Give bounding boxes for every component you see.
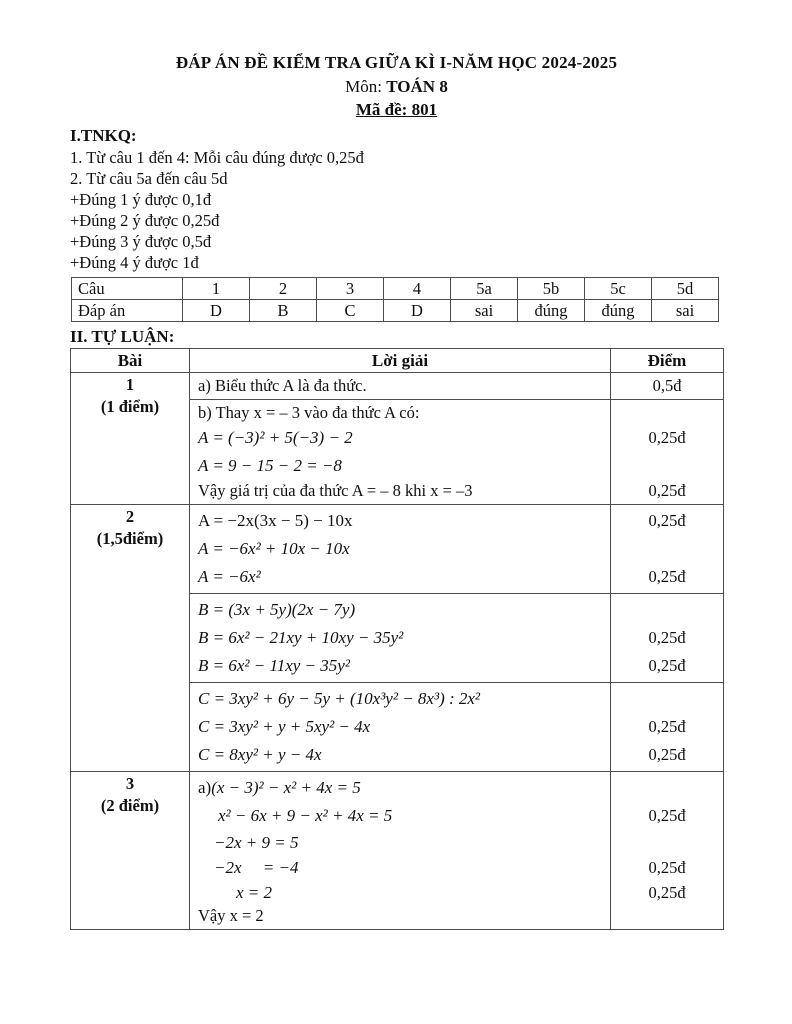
score-spacer [611, 596, 723, 624]
question-number-row [72, 278, 719, 300]
score-value: 0,25đ [648, 567, 686, 586]
equation-line: x = 2 [236, 883, 273, 902]
equation-line: A = (−3)² + 5(−3) − 2 [198, 428, 353, 447]
column-header-loigiai: Lời giải [190, 349, 611, 373]
score-value: 0,25đ [648, 511, 686, 530]
score-cell [611, 505, 724, 594]
table-row [71, 373, 724, 400]
score-value: 0,25đ [648, 806, 686, 825]
problem-number: 1 [125, 375, 135, 394]
answer-row [72, 300, 719, 322]
scoring-note: +Đúng 3 ý được 0,5đ [70, 232, 212, 251]
question-number: 5c [585, 278, 652, 300]
scoring-note: +Đúng 4 ý được 1đ [70, 253, 199, 272]
equation-line: C = 3xy² + y + 5xy² − 4x [198, 717, 371, 736]
problem-points: (1,5điểm) [96, 529, 164, 548]
subject-label: Môn: [345, 77, 387, 96]
problem-points: (2 điểm) [100, 796, 160, 815]
problem-3-label-cell [71, 772, 190, 930]
equation-line: C = 8xy² + y − 4x [198, 745, 322, 764]
section-2-heading: II. TỰ LUẬN: [70, 327, 175, 346]
table-row [71, 505, 724, 594]
score-value: 0,25đ [648, 745, 686, 764]
score-value: 0,25đ [648, 428, 686, 447]
problem-number: 3 [125, 774, 135, 793]
solution-line: b) Thay x = – 3 vào đa thức A có: [198, 403, 420, 422]
score-value: 0,5đ [652, 376, 682, 395]
document-header [70, 50, 723, 121]
equation-line: A = −2x(3x − 5) − 10x [198, 511, 353, 530]
question-number: 2 [250, 278, 317, 300]
answer-value: B [250, 300, 317, 322]
score-value: 0,25đ [648, 628, 686, 647]
score-spacer [611, 685, 723, 713]
essay-table-header-row [71, 349, 724, 373]
scoring-note: +Đúng 1 ý được 0,1đ [70, 190, 212, 209]
score-spacer [611, 452, 723, 480]
score-value: 0,25đ [648, 858, 686, 877]
solution-cell [190, 772, 611, 930]
question-number: 1 [183, 278, 250, 300]
column-header-bai: Bài [71, 349, 190, 373]
equation-line: −2x + 9 = 5 [214, 833, 299, 852]
equation-line: B = 6x² − 21xy + 10xy − 35y² [198, 628, 404, 647]
question-number: 3 [317, 278, 384, 300]
solution-line: a) Biểu thức A là đa thức. [198, 376, 367, 395]
solution-cell [190, 505, 611, 594]
exam-code-line [70, 98, 723, 121]
score-value: 0,25đ [648, 717, 686, 736]
problem-number: 2 [125, 507, 135, 526]
problem-1-label-cell [71, 373, 190, 505]
score-spacer [611, 535, 723, 563]
subject-value: TOÁN 8 [386, 77, 448, 96]
column-header-diem: Điểm [611, 349, 724, 373]
solution-line: Vậy giá trị của đa thức A = – 8 khi x = –3 [198, 481, 473, 500]
score-value: 0,25đ [648, 481, 686, 500]
answer-value: sai [451, 300, 518, 322]
document-title: ĐÁP ÁN ĐỀ KIỂM TRA GIỮA KÌ I-NĂM HỌC 2024-2025 [175, 53, 618, 72]
score-cell [611, 373, 724, 400]
scoring-note: +Đúng 2 ý được 0,25đ [70, 211, 220, 230]
equation-line: −2x = −4 [214, 858, 299, 877]
problem-points: (1 điểm) [100, 397, 160, 416]
part-label: a) [198, 778, 212, 797]
equation-line: A = −6x² + 10x − 10x [198, 539, 350, 558]
equation-line: C = 3xy² + 6y − 5y + (10x³y² − 8x³) : 2x² [198, 689, 481, 708]
equation-line: x² − 6x + 9 − x² + 4x = 5 [218, 806, 393, 825]
answer-value: sai [652, 300, 719, 322]
solution-cell [190, 683, 611, 772]
solution-line: Vậy x = 2 [198, 906, 264, 925]
multiple-choice-answer-table [71, 277, 719, 322]
question-row-label: Câu [72, 278, 183, 300]
equation-line: B = (3x + 5y)(2x − 7y) [198, 600, 356, 619]
question-number: 4 [384, 278, 451, 300]
equation-line [198, 774, 606, 802]
section-1-heading: I.TNKQ: [70, 126, 137, 145]
score-spacer [611, 402, 723, 424]
table-row [71, 772, 724, 930]
equation-line: A = 9 − 15 − 2 = −8 [198, 456, 342, 475]
answer-value: D [183, 300, 250, 322]
equation-line: B = 6x² − 11xy − 35y² [198, 656, 350, 675]
subject-line [70, 75, 723, 98]
score-spacer [611, 774, 723, 802]
score-cell [611, 400, 724, 505]
problem-2-label-cell [71, 505, 190, 772]
score-value: 0,25đ [648, 656, 686, 675]
question-number: 5b [518, 278, 585, 300]
score-cell [611, 683, 724, 772]
scoring-note: 2. Từ câu 5a đến câu 5d [70, 169, 228, 188]
answer-value: D [384, 300, 451, 322]
equation-line: A = −6x² [198, 567, 261, 586]
scoring-note: 1. Từ câu 1 đến 4: Mỗi câu đúng được 0,25đ [70, 148, 364, 167]
question-number: 5d [652, 278, 719, 300]
question-number: 5a [451, 278, 518, 300]
solution-cell [190, 373, 611, 400]
score-cell [611, 594, 724, 683]
exam-code: Mã đề: 801 [355, 100, 438, 119]
answer-value: đúng [518, 300, 585, 322]
solution-cell [190, 400, 611, 505]
score-spacer [611, 830, 723, 855]
score-cell [611, 772, 724, 930]
answer-value: đúng [585, 300, 652, 322]
essay-solution-table [70, 348, 724, 930]
answer-row-label: Đáp án [72, 300, 183, 322]
score-value: 0,25đ [648, 883, 686, 902]
answer-value: C [317, 300, 384, 322]
equation-text: (x − 3)² − x² + 4x = 5 [211, 778, 361, 797]
score-spacer [611, 905, 723, 927]
solution-cell [190, 594, 611, 683]
